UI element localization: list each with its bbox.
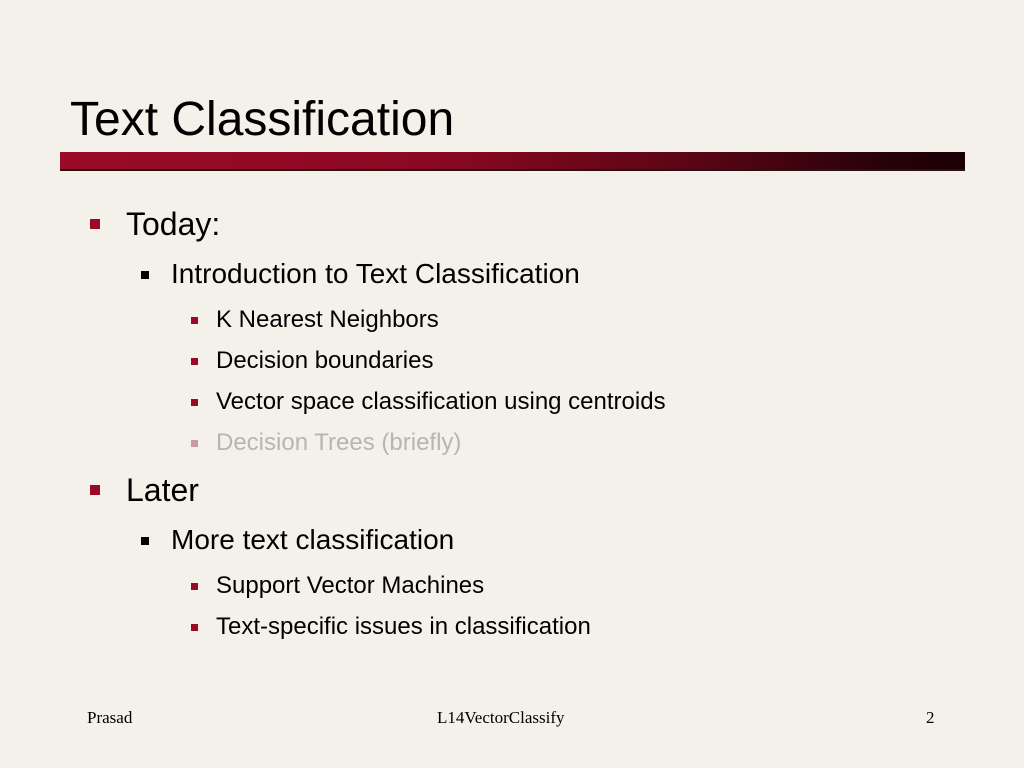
bullet-item-svm (216, 572, 484, 600)
footer-page-number: 2 (926, 708, 935, 727)
bullet-item-more-text-classification (171, 524, 454, 556)
bullet-text: Support Vector Machines (216, 572, 485, 599)
square-bullet-icon (141, 537, 149, 545)
square-bullet-icon (191, 317, 198, 324)
bullet-text: Text-specific issues in classification (216, 613, 591, 640)
bullet-text: Vector space classification using centroids (216, 388, 666, 415)
square-bullet-icon (191, 440, 198, 447)
footer-title: L14VectorClassify (437, 708, 565, 727)
bullet-item-knn (216, 306, 439, 334)
bullet-text: Decision Trees (briefly) (216, 429, 462, 456)
footer-author: Prasad (87, 708, 133, 727)
square-bullet-icon (191, 358, 198, 365)
bullet-item-later (126, 472, 199, 508)
square-bullet-icon (141, 271, 149, 279)
square-bullet-icon (90, 219, 100, 229)
bullet-text: Later (126, 472, 199, 508)
bullet-text: More text classification (171, 524, 455, 555)
bullet-item-centroids (216, 388, 666, 416)
bullet-item-text-specific-issues (216, 613, 591, 641)
square-bullet-icon (191, 399, 198, 406)
bullet-item-intro (171, 258, 580, 290)
square-bullet-icon (90, 485, 100, 495)
bullet-text: Introduction to Text Classification (171, 258, 580, 289)
square-bullet-icon (191, 624, 198, 631)
bullet-text: K Nearest Neighbors (216, 306, 439, 333)
bullet-text: Today: (126, 206, 221, 242)
bullet-item-decision-boundaries (216, 347, 433, 375)
slide-title: Text Classification (70, 93, 455, 146)
bullet-item-today (126, 206, 220, 242)
bullet-text: Decision boundaries (216, 347, 434, 374)
bullet-item-decision-trees (216, 429, 461, 457)
square-bullet-icon (191, 583, 198, 590)
